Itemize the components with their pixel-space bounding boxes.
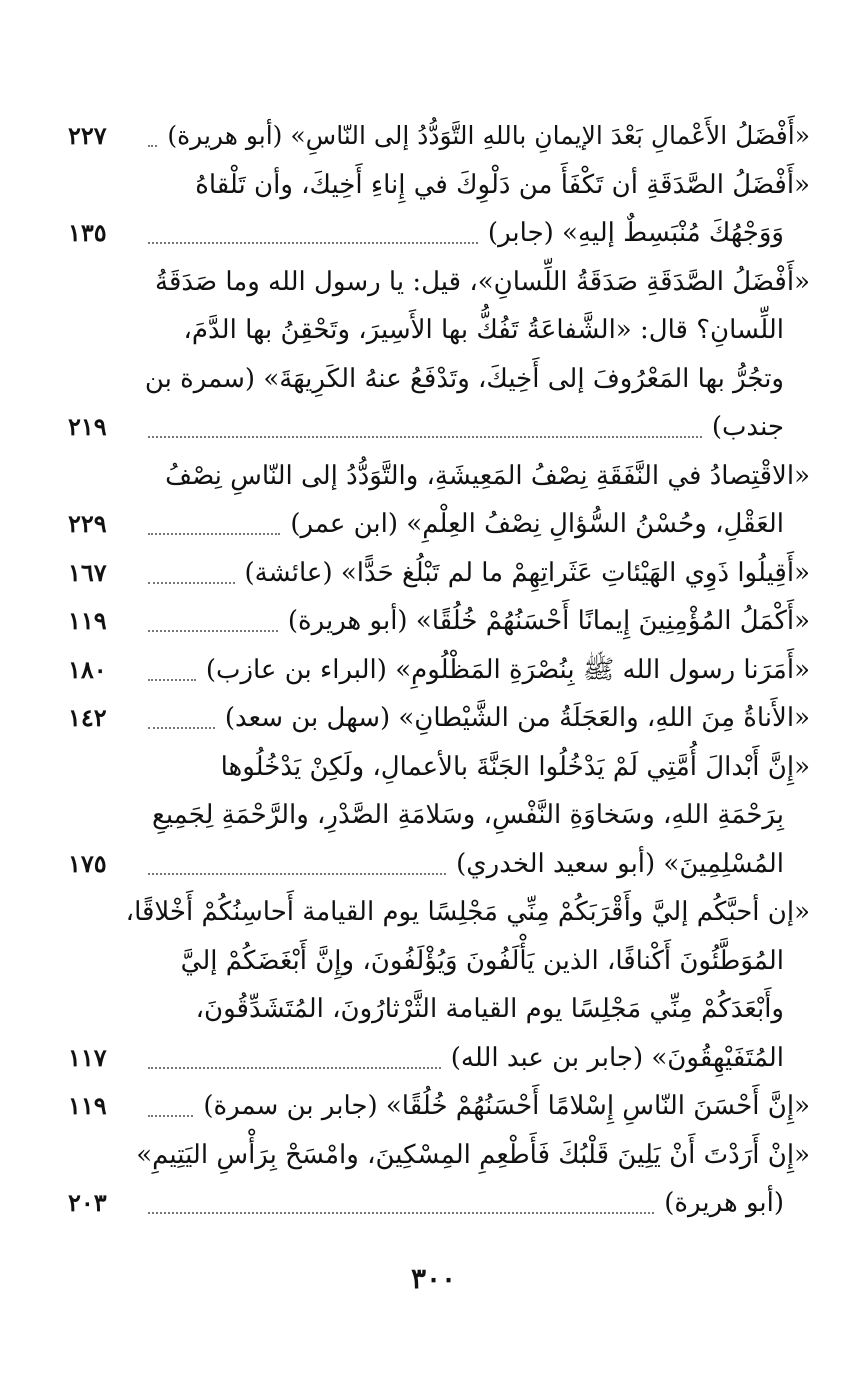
dot-leader: [148, 145, 157, 147]
page-ref: ١٨٠: [68, 654, 107, 684]
entry-line: «إِنَّ أَحْسَنَ النّاسِ إِسْلامًا أَحْسَنُهُمْ خُلُقًا» (جابر بن سمرة) ١١٩: [68, 1082, 810, 1131]
page-ref: ٢٠٣: [68, 1188, 107, 1217]
dot-leader: [148, 436, 702, 438]
page-ref: ٢١٩: [68, 412, 107, 441]
dot-leader: [148, 533, 280, 535]
entry-line: «الأَناةُ مِنَ اللهِ، والعَجَلَةُ من الشَّيْطانِ» (سهل بن سعد) ١٤٢: [68, 694, 810, 743]
dot-leader: [148, 727, 215, 729]
entry-line: «الاقْتِصادُ في النَّفَقَةِ نِصْفُ المَعِيشَةِ، والتَّوَدُّدُ إلى النّاسِ نِصْفُ: [165, 460, 810, 491]
dot-leader: [148, 679, 196, 681]
dot-leader: [148, 1115, 193, 1117]
dot-leader: [148, 630, 278, 632]
page-number: ٣٠٠: [410, 1262, 457, 1295]
page-ref: ١٧٥: [68, 848, 107, 878]
entry-line: «إِنَّ أَبْدالَ أُمَّتِي لَمْ يَدْخُلُوا الجَنَّةَ بالأعمالِ، ولَكِنْ يَدْخُلُوها: [220, 751, 810, 782]
entry-line: «أَفْضَلُ الصَّدَقَةِ صَدَقَةُ اللِّسانِ»، قيل: يا رسول الله وما صَدَقَةُ: [155, 266, 810, 297]
page-ref: ١١٩: [68, 1091, 107, 1120]
page-ref: ١٣٥: [68, 218, 107, 247]
entry-line: «إِنْ أَرَدْتَ أَنْ يَلِينَ قَلْبُكَ فَأَطْعِمِ المِسْكِينَ، وامْسَحْ بِرَأْسِ اليَتِيمِ»: [136, 1139, 810, 1170]
dot-leader: [148, 242, 478, 244]
entry-line: «أَكْمَلُ المُؤْمِنِينَ إِيمانًا أَحْسَنُهُمْ خُلُقًا» (أبو هريرة) ١١٩: [68, 597, 810, 646]
entry-line: جندب) ٢١٩: [68, 403, 810, 452]
entry-line: وأَبْعَدَكُمْ مِنِّي مَجْلِسًا يوم القيامة الثَّرْثارُونَ، المُتَشَدِّقُونَ،: [195, 994, 784, 1024]
entry-line: المُتَفَيْهِقُونَ» (جابر بن عبد الله) ١١٧: [68, 1034, 810, 1083]
entry-line: «أَفْضَلُ الأَعْمالِ بَعْدَ الإيمانِ باللهِ التَّوَدُّدُ إلى النّاسِ» (أبو هريرة) ٢٢٧: [68, 112, 810, 161]
entry-line: اللِّسانِ؟ قال: «الشَّفاعَةُ تَفُكُّ بها الأَسِيرَ، وتَحْقِنُ بها الدَّمَ،: [183, 315, 784, 345]
entry-line: العَقْلِ، وحُسْنُ السُّؤالِ نِصْفُ العِلْمِ» (ابن عمر) ٢٢٩: [68, 500, 810, 549]
entry-line: (أبو هريرة) ٢٠٣: [68, 1179, 810, 1228]
entry-line: «أَفْضَلُ الصَّدَقَةِ أن تَكْفَأَ من دَلْوِكَ في إِناءِ أَخِيكَ، وأن تَلْقاهُ: [195, 169, 810, 200]
entry-line: بِرَحْمَةِ اللهِ، وسَخاوَةِ النَّفْسِ، وسَلامَةِ الصَّدْرِ، والرَّحْمَةِ لِجَمِيعِ: [152, 800, 784, 830]
entry-line: «أَقِيلُوا ذَوِي الهَيْئاتِ عَثَراتِهِمْ ما لم تَبْلُغ حَدًّا» (عائشة) ١٦٧: [68, 549, 810, 598]
entry-line: المُوَطَّئُونَ أَكْنافًا، الذين يَأْلَفُونَ وَيُؤْلَفُونَ، وإِنَّ أَبْغَضَكُمْ إليَّ: [180, 945, 784, 976]
entry-line: وَوَجْهُكَ مُنْبَسِطٌ إليهِ» (جابر) ١٣٥: [68, 209, 810, 258]
dot-leader: [148, 582, 235, 584]
dot-leader: [148, 873, 446, 875]
page-ref: ١٦٧: [68, 557, 107, 587]
entry-line: «إن أحبَّكُم إليَّ وأَقْرَبَكُمْ مِنِّي مَجْلِسًا يوم القيامة أَحاسِنُكُمْ أَخْلاقًا،: [125, 897, 810, 927]
entry-line: المُسْلِمِينَ» (أبو سعيد الخدري) ١٧٥: [68, 840, 810, 889]
dot-leader: [148, 1212, 654, 1214]
page-ref: ٢٢٧: [68, 121, 107, 150]
entry-line: «أَمَرَنا رسول الله ﷺ بِنُصْرَةِ المَظْلُومِ» (البراء بن عازب) ١٨٠: [68, 646, 810, 695]
page-ref: ١١٧: [68, 1042, 107, 1072]
page-ref: ١٤٢: [68, 703, 107, 732]
entry-line: وتجُرُّ بها المَعْرُوفَ إلى أَخِيكَ، وتَدْفَعُ عنهُ الكَرِيهَةَ» (سمرة بن: [144, 363, 784, 394]
page-ref: ١١٩: [68, 606, 107, 635]
dot-leader: [148, 1067, 441, 1069]
hadith-index: [68, 112, 810, 1228]
page-ref: ٢٢٩: [68, 509, 107, 538]
